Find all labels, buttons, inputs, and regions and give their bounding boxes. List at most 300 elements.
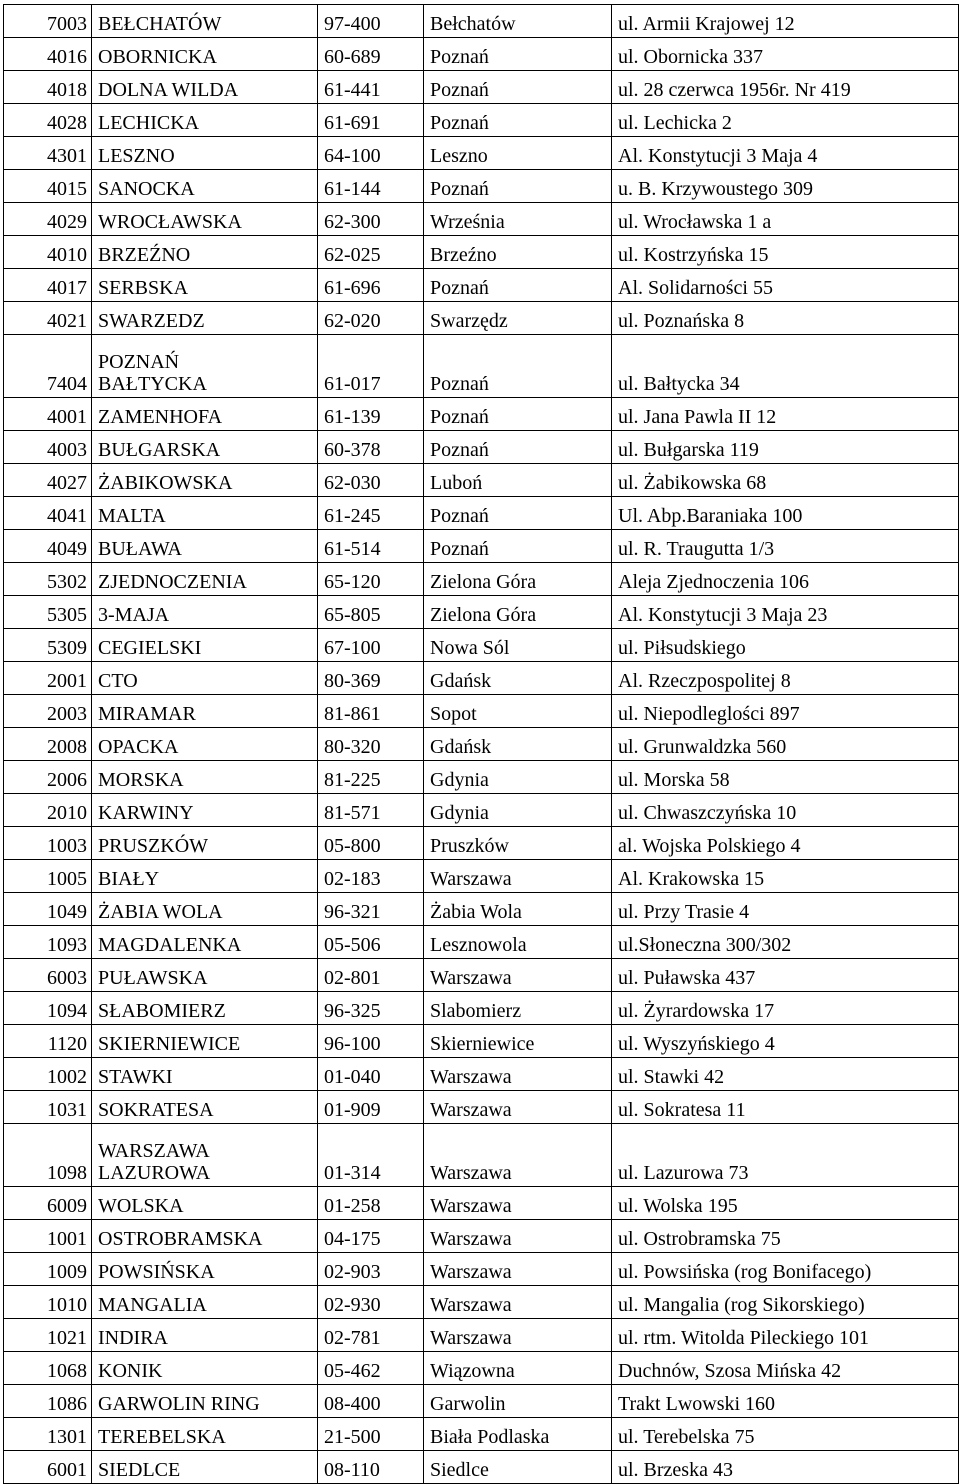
cell-code: 6009 xyxy=(4,1187,92,1220)
cell-name-text: OBORNICKA xyxy=(98,46,217,68)
cell-city: Biała Podlaska xyxy=(424,1418,612,1451)
cell-name-text: WARSZAWA LAZUROWA xyxy=(98,1140,211,1184)
cell-code: 7404 xyxy=(4,335,92,398)
table-row xyxy=(4,5,959,38)
cell-name xyxy=(92,497,318,530)
cell-code: 1002 xyxy=(4,1058,92,1091)
cell-address: ul. Terebelska 75 xyxy=(612,1418,959,1451)
cell-code: 5302 xyxy=(4,563,92,596)
cell-postal-code: 61-017 xyxy=(318,335,424,398)
table-row xyxy=(4,695,959,728)
cell-name-text: SOKRATESA xyxy=(98,1099,214,1121)
cell-address: ul. Wyszyńskiego 4 xyxy=(612,1025,959,1058)
cell-name-text: PUŁAWSKA xyxy=(98,967,208,989)
cell-name xyxy=(92,1025,318,1058)
cell-postal-code: 08-400 xyxy=(318,1385,424,1418)
cell-name-text: SANOCKA xyxy=(98,178,195,200)
cell-postal-code: 05-800 xyxy=(318,827,424,860)
cell-address: ul. Przy Trasie 4 xyxy=(612,893,959,926)
cell-city: Skierniewice xyxy=(424,1025,612,1058)
cell-postal-code: 67-100 xyxy=(318,629,424,662)
cell-code: 6001 xyxy=(4,1451,92,1484)
cell-city: Warszawa xyxy=(424,1124,612,1187)
cell-name xyxy=(92,992,318,1025)
cell-code: 2008 xyxy=(4,728,92,761)
table-row xyxy=(4,170,959,203)
cell-city: Luboń xyxy=(424,464,612,497)
cell-name-text: SKIERNIEWICE xyxy=(98,1033,241,1055)
cell-name xyxy=(92,1253,318,1286)
table-row xyxy=(4,1091,959,1124)
cell-code: 1093 xyxy=(4,926,92,959)
cell-name xyxy=(92,1451,318,1484)
cell-code: 6003 xyxy=(4,959,92,992)
table-row xyxy=(4,1025,959,1058)
cell-city: Poznań xyxy=(424,269,612,302)
cell-name-text: MORSKA xyxy=(98,769,184,791)
cell-address: Trakt Lwowski 160 xyxy=(612,1385,959,1418)
table-row xyxy=(4,1124,959,1187)
cell-name xyxy=(92,761,318,794)
cell-name-text: GARWOLIN RING xyxy=(98,1393,260,1415)
cell-address: ul. Piłsudskiego xyxy=(612,629,959,662)
cell-name xyxy=(92,464,318,497)
cell-code: 1009 xyxy=(4,1253,92,1286)
cell-code: 1068 xyxy=(4,1352,92,1385)
cell-address: Al. Konstytucji 3 Maja 4 xyxy=(612,137,959,170)
cell-city: Poznań xyxy=(424,38,612,71)
cell-name xyxy=(92,827,318,860)
cell-code: 7003 xyxy=(4,5,92,38)
cell-name-text: BRZEŹNO xyxy=(98,244,191,266)
cell-name xyxy=(92,860,318,893)
cell-address: ul. Mangalia (rog Sikorskiego) xyxy=(612,1286,959,1319)
table-row xyxy=(4,893,959,926)
table-row xyxy=(4,563,959,596)
cell-name xyxy=(92,170,318,203)
cell-address: ul. Morska 58 xyxy=(612,761,959,794)
cell-postal-code: 62-020 xyxy=(318,302,424,335)
table-row xyxy=(4,1286,959,1319)
cell-postal-code: 02-801 xyxy=(318,959,424,992)
table-row xyxy=(4,1451,959,1484)
cell-city: Warszawa xyxy=(424,860,612,893)
cell-postal-code: 02-183 xyxy=(318,860,424,893)
cell-city: Gdańsk xyxy=(424,662,612,695)
cell-name-text: BEŁCHATÓW xyxy=(98,13,222,35)
cell-city: Swarzędz xyxy=(424,302,612,335)
cell-code: 4001 xyxy=(4,398,92,431)
cell-code: 1003 xyxy=(4,827,92,860)
cell-address: ul. Ostrobramska 75 xyxy=(612,1220,959,1253)
table-row xyxy=(4,629,959,662)
cell-name-text: SWARZEDZ xyxy=(98,310,205,332)
table-row xyxy=(4,335,959,398)
cell-name xyxy=(92,530,318,563)
cell-name-text: 3-MAJA xyxy=(98,604,170,626)
cell-postal-code: 60-689 xyxy=(318,38,424,71)
cell-city: Sopot xyxy=(424,695,612,728)
table-row xyxy=(4,302,959,335)
cell-address: ul. Jana Pawla II 12 xyxy=(612,398,959,431)
cell-postal-code: 80-369 xyxy=(318,662,424,695)
table-row xyxy=(4,38,959,71)
cell-city: Nowa Sól xyxy=(424,629,612,662)
cell-city: Garwolin xyxy=(424,1385,612,1418)
cell-city: Slabomierz xyxy=(424,992,612,1025)
cell-postal-code: 80-320 xyxy=(318,728,424,761)
table-row xyxy=(4,1352,959,1385)
cell-name xyxy=(92,1220,318,1253)
cell-address: ul.Słoneczna 300/302 xyxy=(612,926,959,959)
cell-name-text: INDIRA xyxy=(98,1327,168,1349)
cell-code: 1120 xyxy=(4,1025,92,1058)
cell-city: Poznań xyxy=(424,398,612,431)
table-row xyxy=(4,728,959,761)
cell-name-text: MIRAMAR xyxy=(98,703,196,725)
table-row xyxy=(4,827,959,860)
cell-code: 4018 xyxy=(4,71,92,104)
cell-city: Gdynia xyxy=(424,794,612,827)
cell-postal-code: 62-030 xyxy=(318,464,424,497)
table-row xyxy=(4,398,959,431)
cell-name xyxy=(92,1058,318,1091)
cell-code: 4041 xyxy=(4,497,92,530)
cell-code: 1094 xyxy=(4,992,92,1025)
cell-name-text: SŁABOMIERZ xyxy=(98,1000,226,1022)
cell-address: ul. rtm. Witolda Pileckiego 101 xyxy=(612,1319,959,1352)
cell-name xyxy=(92,1385,318,1418)
locations-table xyxy=(3,4,959,1484)
cell-code: 5305 xyxy=(4,596,92,629)
cell-postal-code: 01-909 xyxy=(318,1091,424,1124)
cell-city: Żabia Wola xyxy=(424,893,612,926)
cell-postal-code: 65-805 xyxy=(318,596,424,629)
cell-city: Warszawa xyxy=(424,1319,612,1352)
cell-code: 4017 xyxy=(4,269,92,302)
cell-code: 4021 xyxy=(4,302,92,335)
cell-name xyxy=(92,1352,318,1385)
cell-postal-code: 01-258 xyxy=(318,1187,424,1220)
cell-city: Siedlce xyxy=(424,1451,612,1484)
cell-address: ul. Powsińska (rog Bonifacego) xyxy=(612,1253,959,1286)
cell-name xyxy=(92,236,318,269)
cell-code: 1098 xyxy=(4,1124,92,1187)
cell-name-text: MALTA xyxy=(98,505,166,527)
cell-city: Zielona Góra xyxy=(424,563,612,596)
cell-address: ul. Lechicka 2 xyxy=(612,104,959,137)
cell-address: Al. Krakowska 15 xyxy=(612,860,959,893)
cell-name xyxy=(92,38,318,71)
cell-address: ul. Bałtycka 34 xyxy=(612,335,959,398)
cell-name xyxy=(92,269,318,302)
cell-name xyxy=(92,1187,318,1220)
cell-postal-code: 96-100 xyxy=(318,1025,424,1058)
cell-postal-code: 61-441 xyxy=(318,71,424,104)
table-row xyxy=(4,1253,959,1286)
table-row xyxy=(4,1385,959,1418)
cell-name xyxy=(92,5,318,38)
cell-city: Zielona Góra xyxy=(424,596,612,629)
cell-postal-code: 81-225 xyxy=(318,761,424,794)
cell-postal-code: 61-691 xyxy=(318,104,424,137)
cell-name-text: TEREBELSKA xyxy=(98,1426,226,1448)
cell-city: Poznań xyxy=(424,497,612,530)
cell-address: ul. Wrocławska 1 a xyxy=(612,203,959,236)
cell-name xyxy=(92,794,318,827)
cell-city: Poznań xyxy=(424,170,612,203)
cell-name xyxy=(92,959,318,992)
table-row xyxy=(4,1418,959,1451)
cell-code: 2010 xyxy=(4,794,92,827)
cell-code: 4010 xyxy=(4,236,92,269)
cell-postal-code: 05-506 xyxy=(318,926,424,959)
cell-city: Poznań xyxy=(424,530,612,563)
cell-city: Gdańsk xyxy=(424,728,612,761)
cell-city: Pruszków xyxy=(424,827,612,860)
cell-postal-code: 81-571 xyxy=(318,794,424,827)
cell-city: Września xyxy=(424,203,612,236)
table-row xyxy=(4,860,959,893)
table-row xyxy=(4,992,959,1025)
table-row xyxy=(4,203,959,236)
cell-name xyxy=(92,629,318,662)
cell-address: ul. Puławska 437 xyxy=(612,959,959,992)
table-row xyxy=(4,794,959,827)
cell-city: Lesznowola xyxy=(424,926,612,959)
cell-postal-code: 08-110 xyxy=(318,1451,424,1484)
cell-city: Brzeźno xyxy=(424,236,612,269)
cell-postal-code: 96-321 xyxy=(318,893,424,926)
cell-name-text: BIAŁY xyxy=(98,868,160,890)
cell-address: ul. Armii Krajowej 12 xyxy=(612,5,959,38)
cell-code: 4028 xyxy=(4,104,92,137)
cell-city: Wiązowna xyxy=(424,1352,612,1385)
cell-name xyxy=(92,398,318,431)
table-row xyxy=(4,761,959,794)
cell-name-text: BUŁGARSKA xyxy=(98,439,221,461)
cell-city: Warszawa xyxy=(424,1058,612,1091)
table-body xyxy=(4,5,959,1484)
cell-address: ul. Żabikowska 68 xyxy=(612,464,959,497)
cell-name xyxy=(92,1091,318,1124)
cell-name-text: SERBSKA xyxy=(98,277,189,299)
cell-name xyxy=(92,203,318,236)
cell-name-text: POZNAŃ BAŁTYCKA xyxy=(98,351,207,395)
cell-name-text: BUŁAWA xyxy=(98,538,182,560)
cell-code: 4016 xyxy=(4,38,92,71)
table-row xyxy=(4,236,959,269)
cell-name-text: OPACKA xyxy=(98,736,179,758)
table-row xyxy=(4,104,959,137)
cell-address: ul. Poznańska 8 xyxy=(612,302,959,335)
cell-address: ul. Stawki 42 xyxy=(612,1058,959,1091)
cell-postal-code: 97-400 xyxy=(318,5,424,38)
cell-code: 4003 xyxy=(4,431,92,464)
cell-address: ul. Sokratesa 11 xyxy=(612,1091,959,1124)
cell-name-text: LECHICKA xyxy=(98,112,200,134)
cell-address: ul. Bułgarska 119 xyxy=(612,431,959,464)
cell-address: ul. Żyrardowska 17 xyxy=(612,992,959,1025)
cell-address: Al. Rzeczpospolitej 8 xyxy=(612,662,959,695)
cell-code: 1010 xyxy=(4,1286,92,1319)
cell-address: ul. Brzeska 43 xyxy=(612,1451,959,1484)
cell-postal-code: 61-514 xyxy=(318,530,424,563)
cell-name-text: PRUSZKÓW xyxy=(98,835,209,857)
cell-name-text: DOLNA WILDA xyxy=(98,79,239,101)
cell-name xyxy=(92,1286,318,1319)
cell-postal-code: 61-696 xyxy=(318,269,424,302)
cell-postal-code: 96-325 xyxy=(318,992,424,1025)
cell-postal-code: 81-861 xyxy=(318,695,424,728)
cell-address: ul. Kostrzyńska 15 xyxy=(612,236,959,269)
cell-city: Poznań xyxy=(424,104,612,137)
cell-postal-code: 64-100 xyxy=(318,137,424,170)
cell-name-text: OSTROBRAMSKA xyxy=(98,1228,263,1250)
cell-postal-code: 01-314 xyxy=(318,1124,424,1187)
cell-city: Warszawa xyxy=(424,1220,612,1253)
cell-postal-code: 65-120 xyxy=(318,563,424,596)
cell-address: ul. Wolska 195 xyxy=(612,1187,959,1220)
cell-name-text: CTO xyxy=(98,670,138,692)
cell-city: Bełchatów xyxy=(424,5,612,38)
cell-name xyxy=(92,893,318,926)
cell-name-text: CEGIELSKI xyxy=(98,637,202,659)
cell-city: Warszawa xyxy=(424,959,612,992)
cell-name-text: KONIK xyxy=(98,1360,163,1382)
cell-address: Ul. Abp.Baraniaka 100 xyxy=(612,497,959,530)
cell-postal-code: 02-781 xyxy=(318,1319,424,1352)
cell-name xyxy=(92,302,318,335)
table-row xyxy=(4,530,959,563)
cell-name xyxy=(92,1124,318,1187)
cell-address: Aleja Zjednoczenia 106 xyxy=(612,563,959,596)
cell-postal-code: 02-903 xyxy=(318,1253,424,1286)
cell-name-text: POWSIŃSKA xyxy=(98,1261,215,1283)
cell-postal-code: 60-378 xyxy=(318,431,424,464)
cell-city: Poznań xyxy=(424,71,612,104)
cell-address: ul. Grunwaldzka 560 xyxy=(612,728,959,761)
cell-code: 4029 xyxy=(4,203,92,236)
cell-name-text: WOLSKA xyxy=(98,1195,184,1217)
cell-city: Poznań xyxy=(424,335,612,398)
cell-code: 4049 xyxy=(4,530,92,563)
cell-city: Warszawa xyxy=(424,1253,612,1286)
cell-code: 2006 xyxy=(4,761,92,794)
table-row xyxy=(4,1220,959,1253)
cell-name-text: WROCŁAWSKA xyxy=(98,211,242,233)
cell-code: 1086 xyxy=(4,1385,92,1418)
table-row xyxy=(4,926,959,959)
cell-postal-code: 04-175 xyxy=(318,1220,424,1253)
cell-city: Poznań xyxy=(424,431,612,464)
cell-code: 4301 xyxy=(4,137,92,170)
cell-name-text: SIEDLCE xyxy=(98,1459,181,1481)
cell-postal-code: 21-500 xyxy=(318,1418,424,1451)
cell-name-text: ZJEDNOCZENIA xyxy=(98,571,247,593)
cell-name xyxy=(92,335,318,398)
table-row xyxy=(4,269,959,302)
cell-name xyxy=(92,137,318,170)
cell-name xyxy=(92,596,318,629)
cell-name-text: MAGDALENKA xyxy=(98,934,242,956)
cell-code: 4015 xyxy=(4,170,92,203)
cell-name xyxy=(92,926,318,959)
cell-name-text: KARWINY xyxy=(98,802,194,824)
cell-name xyxy=(92,728,318,761)
table-row xyxy=(4,431,959,464)
cell-name-text: ZAMENHOFA xyxy=(98,406,223,428)
cell-postal-code: 61-139 xyxy=(318,398,424,431)
cell-code: 5309 xyxy=(4,629,92,662)
cell-code: 2003 xyxy=(4,695,92,728)
table-row xyxy=(4,1187,959,1220)
cell-name xyxy=(92,104,318,137)
cell-address: ul. Obornicka 337 xyxy=(612,38,959,71)
cell-name-text: STAWKI xyxy=(98,1066,173,1088)
cell-name-text: MANGALIA xyxy=(98,1294,207,1316)
cell-city: Warszawa xyxy=(424,1187,612,1220)
cell-code: 2001 xyxy=(4,662,92,695)
cell-postal-code: 62-300 xyxy=(318,203,424,236)
cell-address: al. Wojska Polskiego 4 xyxy=(612,827,959,860)
cell-postal-code: 05-462 xyxy=(318,1352,424,1385)
table-row xyxy=(4,71,959,104)
cell-code: 1301 xyxy=(4,1418,92,1451)
cell-code: 1005 xyxy=(4,860,92,893)
cell-code: 1001 xyxy=(4,1220,92,1253)
table-row xyxy=(4,464,959,497)
cell-code: 1049 xyxy=(4,893,92,926)
cell-postal-code: 62-025 xyxy=(318,236,424,269)
cell-address: ul. Lazurowa 73 xyxy=(612,1124,959,1187)
cell-address: Duchnów, Szosa Mińska 42 xyxy=(612,1352,959,1385)
table-row xyxy=(4,1319,959,1352)
cell-name xyxy=(92,563,318,596)
cell-name xyxy=(92,1418,318,1451)
cell-address: ul. 28 czerwca 1956r. Nr 419 xyxy=(612,71,959,104)
cell-address: ul. Chwaszczyńska 10 xyxy=(612,794,959,827)
cell-code: 1031 xyxy=(4,1091,92,1124)
cell-postal-code: 61-144 xyxy=(318,170,424,203)
cell-name-text: ŻABIA WOLA xyxy=(98,901,223,923)
cell-address: Al. Konstytucji 3 Maja 23 xyxy=(612,596,959,629)
cell-address: u. B. Krzywoustego 309 xyxy=(612,170,959,203)
cell-city: Warszawa xyxy=(424,1091,612,1124)
cell-name-text: ŻABIKOWSKA xyxy=(98,472,233,494)
cell-address: ul. R. Traugutta 1/3 xyxy=(612,530,959,563)
cell-postal-code: 61-245 xyxy=(318,497,424,530)
table-row xyxy=(4,497,959,530)
table-row xyxy=(4,1058,959,1091)
cell-code: 4027 xyxy=(4,464,92,497)
cell-city: Gdynia xyxy=(424,761,612,794)
cell-postal-code: 01-040 xyxy=(318,1058,424,1091)
cell-name xyxy=(92,1319,318,1352)
cell-name-text: LESZNO xyxy=(98,145,175,167)
cell-name xyxy=(92,695,318,728)
cell-address: ul. Niepodleglości 897 xyxy=(612,695,959,728)
cell-name xyxy=(92,71,318,104)
table-row xyxy=(4,662,959,695)
cell-name xyxy=(92,431,318,464)
cell-city: Leszno xyxy=(424,137,612,170)
cell-address: Al. Solidarności 55 xyxy=(612,269,959,302)
table-row xyxy=(4,596,959,629)
table-row xyxy=(4,137,959,170)
table-row xyxy=(4,959,959,992)
cell-city: Warszawa xyxy=(424,1286,612,1319)
